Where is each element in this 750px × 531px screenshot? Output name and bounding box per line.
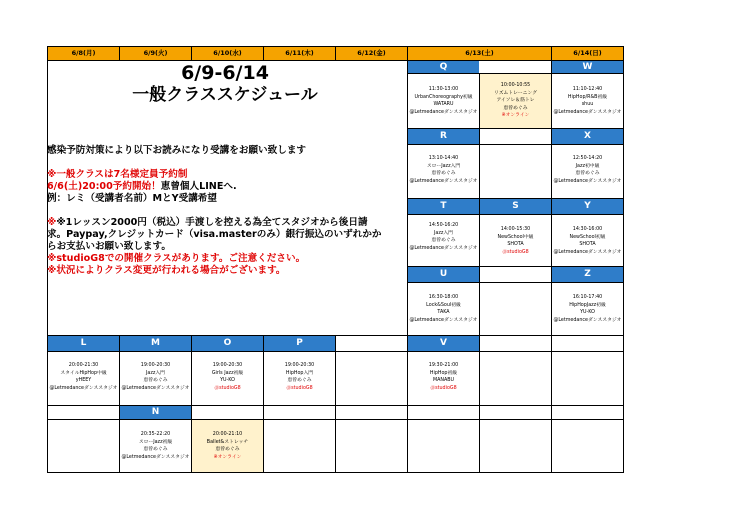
notice-line-8: ※studioG8での開催クラスがあります。ご注意ください。 [47, 253, 306, 264]
class-cell-sat-u: 16:30-18:00 Lock&Soul初級 TAKA @Letmedanceダンススタジオ [409, 295, 478, 323]
class-cell-sat-q2: 10:00-10:55 リズムトレーニング アイソレ＆筋トレ 恵曾めぐみ ※オンライン [494, 83, 537, 118]
band-w: W [552, 61, 623, 73]
class-cell-wed-o: 19:00-20:30 Girls Jazz初級 YU-KO ＠studioG8 [211, 363, 244, 391]
class-cell-sun-x: 12:50-14:20 Jazz初中級 恵曾めぐみ @Letmedanceダンススタジオ [553, 156, 622, 184]
band-r: R [408, 129, 479, 144]
notice-line-5: ※1レッスン2000円（税込）手渡しを控える為全てスタジオから後日請 [56, 217, 368, 228]
band-u: U [408, 267, 479, 282]
band-q: Q [408, 61, 479, 73]
band-p: P [264, 336, 335, 351]
class-cell-sun-w: 11:10-12:40 HipHop/R&B初級 shuu @Letmedanceダンススタジオ [553, 87, 622, 115]
notice-line-3b: 恵曾個人LINEへ. [160, 181, 237, 192]
band-y: Y [552, 199, 623, 214]
notice-line-1: 感染予防対策により以下お読みになり受講をお願い致します [47, 145, 307, 156]
class-cell-sun-y: 14:30-16:00 NewSchool初級 SHOTA @Letmedanceダンススタジオ [553, 227, 622, 255]
day-header-sun: 6/14(日) [552, 47, 623, 60]
day-header-mon: 6/8(月) [48, 47, 119, 60]
band-z: Z [552, 267, 623, 282]
class-cell-sun-z: 16:10-17:40 HipHopJazz初級 YU-KO @Letmedanceダンススタジオ [553, 295, 622, 323]
notice-line-9: ※状況によりクラス変更が行われる場合がございます。 [47, 265, 286, 276]
band-o: O [192, 336, 263, 351]
day-header-thu: 6/11(木) [264, 47, 335, 60]
class-cell-sat-s: 14:00-15:30 NewSchool中級 SHOTA ＠studioG8 [497, 227, 534, 255]
class-cell-mon-l: 20:00-21:30 スタイルHipHop中級 yHEEY @Letmedanceダンススタジオ [49, 363, 118, 391]
page-title: 6/9-6/14 [181, 62, 269, 84]
class-cell-sat-r: 13:10-14:40 スローJazz入門 恵曾めぐみ @Letmedanceダンススタジオ [409, 156, 478, 184]
day-header-tue: 6/9(火) [120, 47, 191, 60]
band-v: V [408, 336, 479, 351]
class-cell-wed-n: 20:00-21:10 Ballet&ストレッチ 恵曾めぐみ ※オンライン [206, 432, 249, 460]
class-cell-tue-m: 19:00-20:30 Jazz入門 恵曾めぐみ @Letmedanceダンススタジオ [121, 363, 190, 391]
notice-line-4: 例：レミ（受講者名前）MとY受講希望 [47, 193, 217, 204]
class-cell-thu-p: 19:00-20:30 HipHop入門 恵曾めぐみ ＠studioG8 [284, 363, 315, 391]
band-l: L [48, 336, 119, 351]
band-x: X [552, 129, 623, 144]
day-header-sat: 6/13(土) [408, 47, 551, 60]
page-subtitle: 一般クラススケジュール [132, 85, 318, 105]
band-m: M [120, 336, 191, 351]
band-s: S [480, 199, 551, 214]
notice-line-3a: 6/6(土)20:00予約開始！ [47, 181, 161, 192]
day-header-fri: 6/12(金) [336, 47, 407, 60]
class-cell-sat-t: 14:50-16:20 Jazz入門 恵曾めぐみ @Letmedanceダンススタジオ [409, 223, 478, 251]
band-n: N [120, 406, 191, 419]
notice-line-2: ※一般クラスは7名様定員予約制 [47, 169, 188, 180]
class-cell-sat-v: 19:30-21:00 HipHop初級 MANABU ＠studioG8 [428, 363, 459, 391]
class-cell-sat-q: 11:30-13:00 UrbanChoreography初級 WATARU @Letmedanceダンススタジオ [409, 87, 478, 115]
notice-line-7: らお支払いお願い致します。 [47, 241, 171, 252]
class-cell-tue-n: 20:35-22:20 スローJazz初級 恵曾めぐみ @Letmedanceダンススタジオ [121, 432, 190, 460]
notice-line-6: 求。Paypay,クレジットカード（visa.masterのみ）銀行振込のいずれかか [47, 229, 382, 240]
band-t: T [408, 199, 479, 214]
notice-block: 感染予防対策により以下お読みになり受講をお願い致します ※一般クラスは7名様定員予約制 6/6(土)20:00予約開始！恵曾個人LINEへ. 例：レミ（受講者名前）MとY受講希望 ※※1レッスン2000円（税込）手渡しを控える為全てスタジオから後日請 求。Paypay,クレジットカード（visa.masterのみ）銀行振込のいずれかか らお支払いお願い致します。 ※studioG8での開催クラスがあります。ご注意ください。 ※状況によりクラス変更が行われる場合がございます。 [47, 145, 407, 277]
day-header-wed: 6/10(水) [192, 47, 263, 60]
